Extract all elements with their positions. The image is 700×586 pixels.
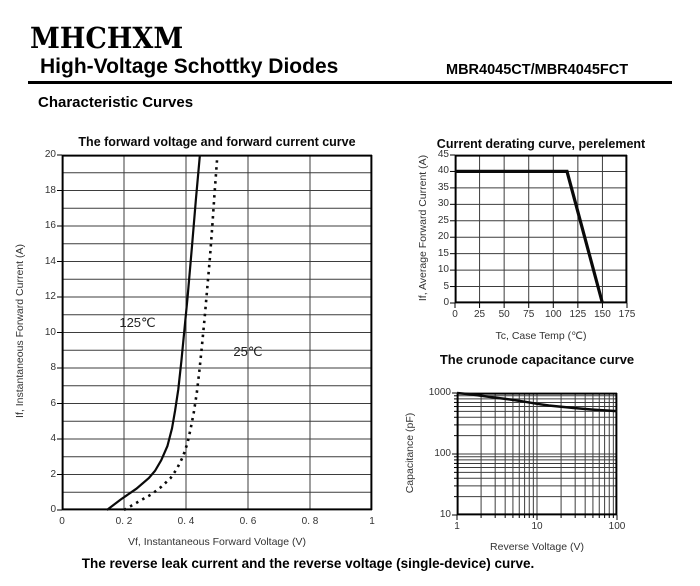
fwd-plot [44,149,375,527]
fwd-y-tick-label: 18 [44,184,56,196]
derating-chart-title: Current derating curve, perelement [436,137,646,151]
footer-caption: The reverse leak current and the reverse voltage (single-device) curve. [81,556,535,571]
derating-x-tick-label: 125 [569,309,587,320]
derating-y-tick-label: 25 [437,214,449,226]
fwd-y-tick-label: 10 [44,326,56,338]
derating-x-axis-title: Tc, Case Temp (℃) [495,330,587,342]
derating-y-tick-label: 5 [443,280,449,292]
capacitance-plot [428,387,626,532]
derating-x-tick-label: 25 [474,309,486,320]
derating-y-tick-label: 40 [437,165,449,177]
fwd-x-tick-label: 0. 4 [177,516,195,527]
derating-y-tick-label: 35 [437,181,449,193]
fwd-x-tick-label: 1 [369,516,375,527]
derating-y-tick-label: 10 [437,264,449,276]
derating-y-axis-title: If, Average Forward Current (A) [417,154,429,302]
fwd-y-tick-label: 14 [44,255,56,267]
derating-x-tick-label: 150 [594,309,611,320]
capacitance-y-tick-label: 1000 [428,387,451,398]
fwd-y-tick-label: 0 [50,504,56,515]
fwd-series-25℃ [124,160,217,510]
fwd-y-tick-label: 2 [50,468,56,480]
fwd-y-tick-label: 4 [50,433,56,444]
fwd-y-tick-label: 20 [44,149,56,160]
capacitance-y-tick-label: 10 [439,509,451,520]
fwd-y-tick-label: 6 [50,397,56,409]
derating-x-tick-label: 100 [544,309,562,320]
derating-x-tick-label: 75 [523,309,535,320]
header-rule [28,81,672,84]
fwd-curve-label: 25℃ [233,343,263,359]
doc-title: High-Voltage Schottky Diodes [40,55,339,78]
derating-y-tick-label: 15 [437,247,449,259]
derating-x-tick-label: 175 [618,309,636,320]
derating-x-tick-label: 50 [498,309,510,320]
fwd-y-axis-title: If, Instantaneous Forward Current (A) [14,244,26,418]
capacitance-x-tick-label: 1 [454,521,460,532]
derating-y-tick-label: 45 [437,149,449,160]
fwd-x-tick-label: 0. 6 [239,516,257,527]
fwd-x-axis-title: Vf, Instantaneous Forward Voltage (V) [127,536,306,548]
fwd-x-tick-label: 0. 2 [115,516,133,527]
fwd-x-tick-label: 0. 8 [301,516,319,527]
capacitance-plot-svg [457,393,617,515]
derating-y-tick-label: 0 [443,297,449,308]
derating-y-tick-label: 30 [437,198,449,210]
derating-plot [437,149,636,320]
fwd-y-tick-label: 16 [44,220,56,231]
fwd-x-tick-label: 0 [59,516,65,527]
fwd-y-tick-label: 12 [44,291,56,302]
capacitance-x-axis-title: Reverse Voltage (V) [490,541,584,553]
capacitance-x-tick-label: 100 [608,521,626,532]
fwd-curve-label: 125℃ [119,314,156,330]
capacitance-y-tick-label: 100 [434,448,451,459]
capacitance-chart-title: The crunode capacitance curve [439,352,635,367]
derating-y-tick-label: 20 [437,231,449,243]
brand-logo: MHCHXM [30,22,184,56]
fwd-y-tick-label: 8 [50,362,56,373]
part-number: MBR4045CT/MBR4045FCT [446,62,629,78]
capacitance-y-axis-title: Capacitance (pF) [404,412,416,494]
fwd-plot-svg [62,155,372,510]
capacitance-x-tick-label: 10 [531,521,543,532]
section-heading: Characteristic Curves [38,94,194,111]
derating-x-tick-label: 0 [452,309,458,320]
fwd-chart-title: The forward voltage and forward current curve [78,135,356,149]
derating-plot-svg [455,155,627,303]
